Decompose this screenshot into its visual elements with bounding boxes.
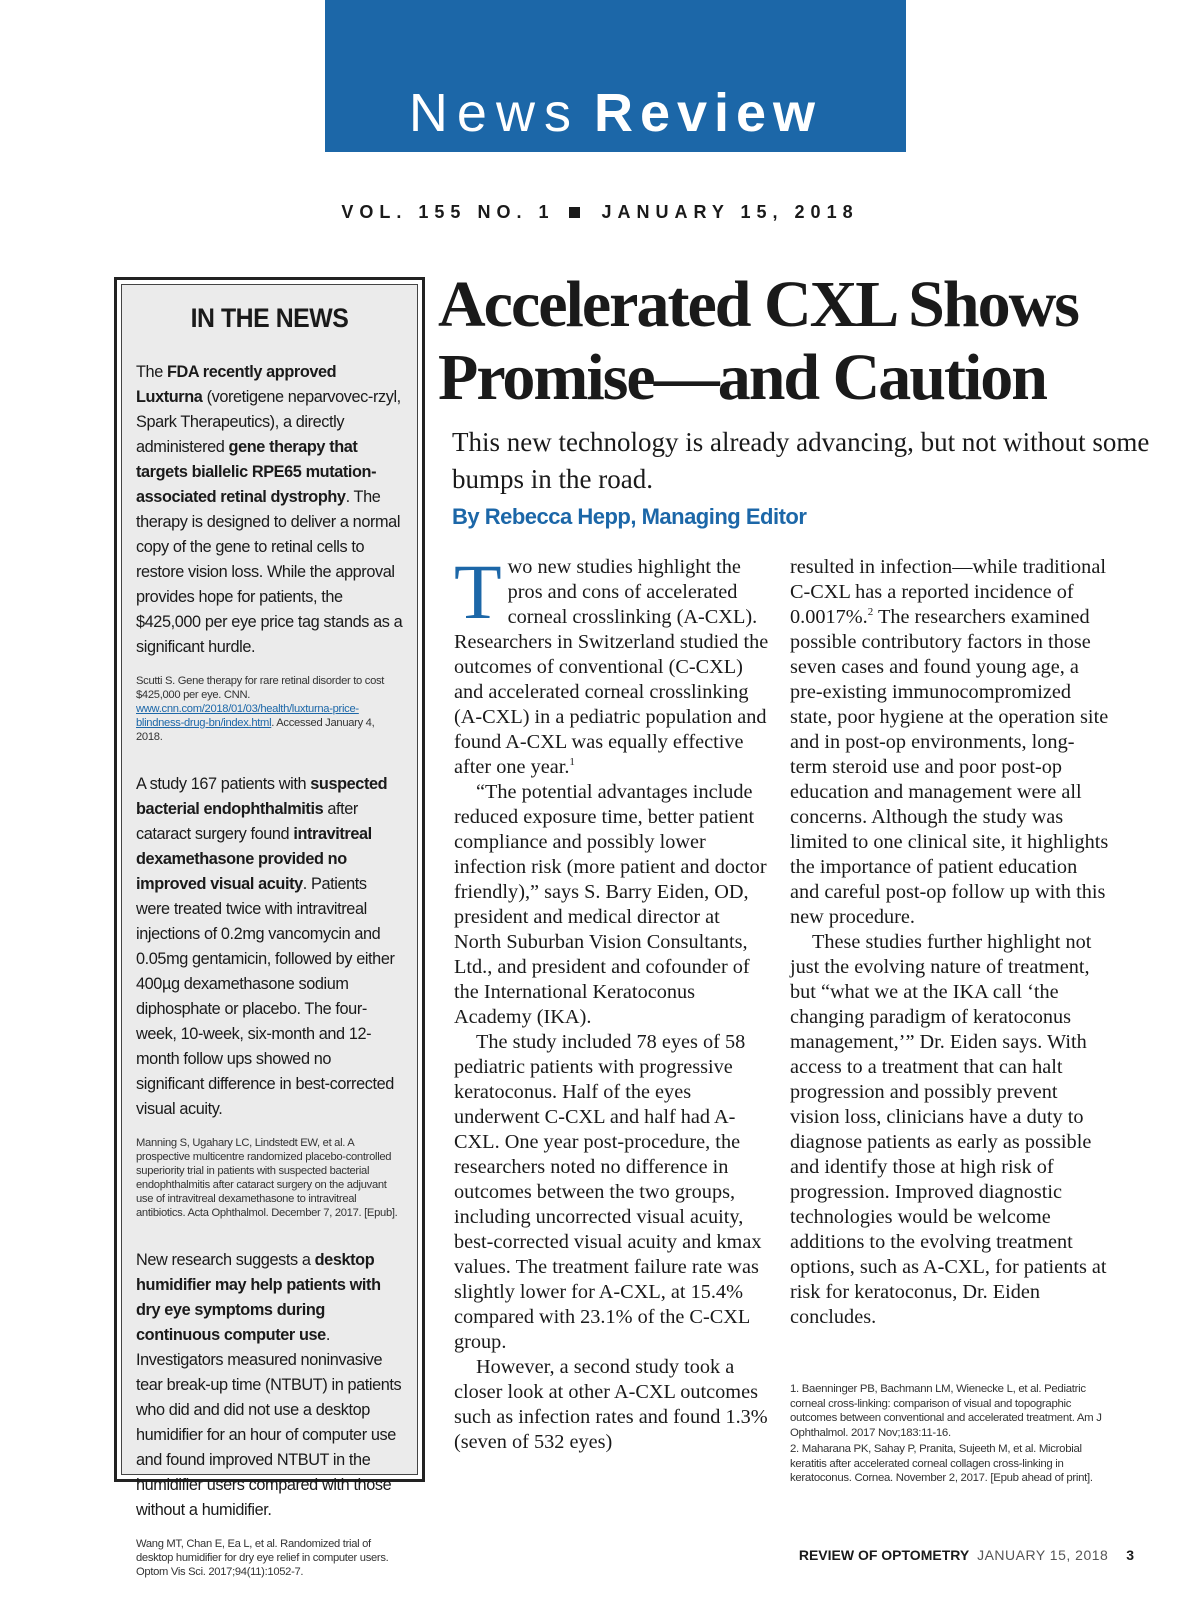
banner-word-review: Review xyxy=(593,83,823,143)
in-the-news-sidebar xyxy=(114,277,425,1578)
reference-text: . Accessed January 4, 2018. xyxy=(136,717,375,743)
news-item-reference xyxy=(136,674,403,744)
text-run: (voretigene neparvovec-rzyl, Spark Therapeutics), a directly administered xyxy=(136,388,401,456)
paragraph-text: resulted in infection—while traditional C-CXL has a reported incidence of 0.0017%. xyxy=(790,556,1106,628)
footnote-marker: 2 xyxy=(867,606,874,619)
footnote-marker: 1 xyxy=(569,756,575,769)
article-paragraph xyxy=(790,555,1110,930)
article-paragraph: “The potential advantages include reduced exposure time, better patient compliance and possibly lower infection risk (more patient and doctor friendly),” says S. Barry Eiden, OD, president and medical director at North Suburban Vision Consultants, Ltd., and president and cofounder of the International Keratoconus Academy (IKA). xyxy=(454,781,767,1028)
article-headline: Accelerated CXL Shows Promise—and Caution xyxy=(438,268,1078,414)
reference-2: 2. Maharana PK, Sahay P, Pranita, Sujeeth M, et al. Microbial keratitis after accelerated corneal collagen cross-linking in keratoconus. Cornea. November 2, 2017. [Epub ahead of print]. xyxy=(790,1443,1093,1484)
news-item-reference: Wang MT, Chan E, Ea L, et al. Randomized trial of desktop humidifier for dry eye relief in computer users. Optom Vis Sci. 2017;94(11):1052-7. xyxy=(136,1538,389,1578)
news-item-text xyxy=(136,1248,403,1523)
article-column-1 xyxy=(454,548,769,1455)
article-paragraph: However, a second study took a closer look at other A-CXL outcomes such as infection rates and found 1.3% (seven of 532 eyes) xyxy=(454,1356,768,1453)
reference-text: Scutti S. Gene therapy for rare retinal disorder to cost $425,000 per eye. CNN. xyxy=(136,675,385,701)
page-footer xyxy=(799,1547,1134,1563)
text-run: A study 167 patients with xyxy=(136,775,311,793)
footer-date: JANUARY 15, 2018 xyxy=(977,1547,1109,1563)
paragraph-text: wo new studies highlight the pros and cons of accelerated corneal crosslinking (A-CXL). Researchers in Switzerland studied the outcomes of conventional (C-CXL) and accelerated corneal crosslinking (A-CXL) in a pediatric population and found A-CXL was equally effective after one year. xyxy=(454,556,769,778)
article-dek: This new technology is already advancing, but not without some bumps in the road. xyxy=(452,427,1150,494)
bold-run: desktop humidifier may help patients with dry eye symptoms during continuous computer use xyxy=(136,1251,381,1344)
news-item-text xyxy=(136,772,403,1122)
article-paragraph: These studies further highlight not just the evolving nature of treatment, but “what we at the IKA call ‘the changing paradigm of keratoconus management,’” Dr. Eiden says. With access to a treatment that can halt progression and possibly prevent vision loss, clinicians have a duty to diagnose patients as early as possible and identify those at high risk of progression. Improved diagnostic technologies would be welcome additions to the evolving treatment options, such as A-CXL, for patients at risk for keratoconus, Dr. Eiden concludes. xyxy=(790,931,1107,1328)
page-number: 3 xyxy=(1126,1547,1134,1563)
square-bullet-icon xyxy=(569,207,580,218)
section-banner xyxy=(325,0,906,152)
news-item-text xyxy=(136,360,403,660)
news-item-luxturna xyxy=(136,360,403,744)
article-paragraph: The study included 78 eyes of 58 pediatric patients with progressive keratoconus. Half of the eyes underwent C-CXL and half had A-CXL. One year post-procedure, the researchers noted no difference in outcomes between the two groups, including uncorrected visual acuity, best-corrected visual acuity and kmax values. The treatment failure rate was slightly lower for A-CXL, at 15.4% compared with 23.1% of the C-CXL group. xyxy=(454,1031,762,1353)
news-item-humidifier xyxy=(136,1248,403,1579)
text-run: The xyxy=(136,363,167,381)
news-item-reference: Manning S, Ugahary LC, Lindstedt EW, et al. A prospective multicentre randomized placebo-controlled superiority trial in patients with suspected bacterial endophthalmitis after cataract surgery on the adjuvant use of intravitreal dexamethasone to intravitreal antibiotics. Acta Ophthalmol. December 7, 2017. [Epub]. xyxy=(136,1137,398,1219)
news-item-endophthalmitis xyxy=(136,772,403,1220)
text-run: . Patients were treated twice with intravitreal injections of 0.2mg vancomycin and 0.05mg gentamicin, followed by either 400µg dexamethasone sodium diphosphate or placebo. The four-week, 10-week, six-month and 12-month follow ups showed no significant difference in best-corrected visual acuity. xyxy=(136,875,395,1118)
bold-run: gene therapy that targets biallelic RPE65 mutation-associated retinal dystrophy xyxy=(136,438,377,506)
text-run: . The therapy is designed to deliver a normal copy of the gene to retinal cells to restore vision loss. While the approval provides hope for patients, the $425,000 per eye price tag stands as a significant hurdle. xyxy=(136,488,403,656)
cnn-article-link[interactable]: www.cnn.com/2018/01/03/health/luxturna-price-blindness-drug-bn/index.html xyxy=(136,703,359,729)
reference-1: 1. Baenninger PB, Bachmann LM, Wienecke L, et al. Pediatric corneal cross-linking: comparison of visual and topographic outcomes between conventional and accelerated treatment. Am J Ophthalmol. 2017 Nov;183:11-16. xyxy=(790,1383,1102,1439)
article-paragraph xyxy=(454,548,769,780)
sidebar-title: IN THE NEWS xyxy=(190,303,349,333)
text-run: after cataract surgery found xyxy=(136,800,358,843)
issue-date: JANUARY 15, 2018 xyxy=(601,202,859,222)
paragraph-text: The researchers examined possible contributory factors in those seven cases and found young age, a pre-existing immunocompromized state, poor hygiene at the operation site and in post-op environments, long-term steroid use and poor post-op education and management were all concerns. Although the study was limited to one clinical site, it highlights the importance of patient education and careful post-op follow up with this new procedure. xyxy=(790,606,1109,928)
article-references xyxy=(790,1382,1110,1488)
sidebar-panel xyxy=(121,284,418,1578)
text-run: . Investigators measured noninvasive tear break-up time (NTBUT) in patients who did and did not use a desktop humidifier for an hour of computer use and found improved NTBUT in the humidifier users compared with those without a humidifier. xyxy=(136,1326,402,1519)
issue-line xyxy=(0,202,1200,223)
article-column-2 xyxy=(790,555,1110,1330)
bold-run: FDA recently approved Luxturna xyxy=(136,363,337,406)
drop-cap: T xyxy=(454,548,502,635)
article-byline: By Rebecca Hepp, Managing Editor xyxy=(452,504,807,529)
bold-run: suspected bacterial endophthalmitis xyxy=(136,775,388,818)
footer-publication: REVIEW OF OPTOMETRY xyxy=(798,1547,970,1563)
bold-run: intravitreal dexamethasone provided no improved visual acuity xyxy=(136,825,372,893)
text-run: New research suggests a xyxy=(136,1251,315,1269)
banner-word-news: News xyxy=(408,83,580,143)
issue-volume: VOL. 155 NO. 1 xyxy=(341,202,555,222)
